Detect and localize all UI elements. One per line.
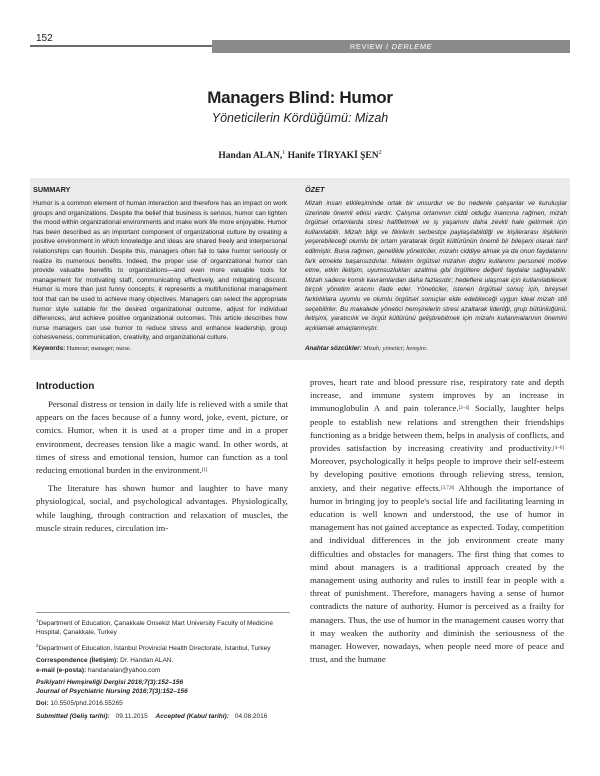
author-list <box>0 150 600 161</box>
text-run: Personal distress or tension in daily life is relieved with a smile that appears on the faces because of a funny word, joke, event, picture, or comics. Humor, when it is used at a proper time and in a proper environment, decreases tension like a magic wand. In other words, at times of stress and emotional tension, humor can function as a tool reducing emotional burden in the environment. <box>36 399 288 476</box>
citation-ref: [2–4] <box>458 406 470 412</box>
keywords-label-tr: Anahtar sözcükler: <box>305 345 362 352</box>
author-affiliation-mark: 2 <box>378 150 382 156</box>
correspondence-line: Correspondence (İletişim): Dr. Handan ALAN. <box>36 657 174 665</box>
citation-ref: [1] <box>201 468 208 474</box>
keywords-label: Keywords: <box>33 345 66 352</box>
affiliation-note: $^2$Department of Education, İstanbul Provincial Health Directorate, İstanbul, Turkey <box>36 642 271 652</box>
summary-section <box>33 185 287 343</box>
doi-link[interactable]: 10.5505/phd.2016.55265 <box>50 700 123 708</box>
author-affiliation-mark: 1 <box>282 150 286 156</box>
journal-citation-tr: Psikiyatri Hemşireliği Dergisi 2016;7(3):152–156 <box>36 678 184 686</box>
summary-heading: SUMMARY <box>33 185 71 194</box>
footnote-rule <box>36 612 290 613</box>
ozet-body: Mizah insan etkileşiminde ortak bir unsurdur ve bu nedenle çalışanlar ve kuruluşlar üzerinde önemli etkisi vardır. Çalışma ortamının ciddi olduğu inancına rağmen, mizah örgütsel ortamlarda stresi hafifletmek ve iş yaşamını daha zevkli hale getirmek için kullanılabilir. Mizah bilgi ve fikirlerin serbestçe paylaşılabildiği ve kişilerarası ilişkilerin yeşerebileceği olumlu bir ortam yaratarak örgüt kültürünün önemli bir bileşeni olarak tarif edilmiştir. Buna rağmen, genellikle yöneticiler, mizahı ciddiye almak ya da onun faydalarını fark etmekte başarısızdırlar. Nitekim örgütsel mizahın doğru kullanımı personeli motive etme, etkin iletişim, uyumsuzlukları azaltma gibi örgütlere değerli faydalar sağlayabilir. Mizah sadece komik kavramlardan daha fazlasıdır; hedeflere ulaşmak için kullanılabilecek birçok yönetim aracını ifade eder. Yöneticiler, istenen örgütsel sonuç için, bireysel farklılıklara uyumlu ve olumlu örgütsel sonuçlar elde edebileceği uygun ideal mizah stili seçebilirler. Bu makalede yönetici hemşirelerin stresi azaltarak liderliği, grup bütünlüğünü, iletişimi, yaratıcılık ve örgüt kültürünü geliştirebilmek için mizahı kullanmalarının önemini açıklamak amaçlanmıştır. <box>305 200 567 332</box>
introduction-heading: Introduction <box>36 381 95 392</box>
body-paragraph <box>36 482 288 535</box>
article-title: Managers Blind: Humor <box>207 88 393 107</box>
section-label-tr: DERLEME <box>391 42 433 51</box>
body-paragraph <box>310 376 564 666</box>
text-run: Although the importance of humor in bringing joy to people's social life and facilitating learning in education is well known and understood, the use of humor in management has not gained acceptance as expected. Today, competition and individual differences in the job environment create many difficulties and obstacles for managers. The first thing that comes to mind about managers is a traditional approach created by the management using authority and rules to instill fear in people with a threat of punishment. Therefore, managers having a sense of humor contradicts the nature of authority. Humor is perceived as a frailty for managers. Thus, the use of humor in the management causes worry that it may weaken the authority and diminish the seriousness of the manager. However, nowadays, when people need more of peace and trust, and the humane <box>310 482 564 665</box>
summary-keywords <box>33 345 131 352</box>
article-subtitle: Yöneticilerin Kördüğümü: Mizah <box>211 111 389 125</box>
keywords-value-tr: Mizah; yönetici; hemşire. <box>363 345 428 352</box>
ozet-keywords <box>305 345 428 352</box>
text-run: Moreover, psychologically it helps people to improve their self-esteem by developing positive emotions through relieving stress, tension, anxiety, and their negative effects. <box>310 456 564 493</box>
journal-citation-en: Journal of Psychiatric Nursing 2016;7(3):152–156 <box>36 688 188 696</box>
citation-ref: [4–6] <box>553 446 564 452</box>
body-column-right <box>310 376 564 671</box>
author-name: Handan ALAN, <box>218 151 283 162</box>
section-separator: / <box>386 42 389 51</box>
summary-body: Humor is a common element of human interaction and therefore has an impact on work groups and organizations. Despite the belief that business is serious, humor can lighten the mood within organizational environments and make work life more enjoyable. Humor has been described as an important component of organizational culture by creating a positive environment in which knowledge and ideas are shared freely and interpersonal relationships can flourish. Despite this, managers often fail to take humor seriously or realize its numerous benefits. Indeed, the proper use of organizational humor can provide valuable benefits to organizations—and even more valuable tools for management for motivating staff, communicating effectively, and mitigating discord. Humor is more than just funny concepts; it represents a multifunctional management tool that can be used to achieve many objectives. Managers can select the appropriate humor style suitable for the desired organizational outcome, adjust for individual differences, and achieve positive organizational outcomes. This article describes how nurse managers can use humor to reduce stress and enhance leadership, group cohesiveness, communication, creativity, and organizational culture. <box>33 200 287 342</box>
section-label: REVIEW <box>349 42 384 51</box>
body-column-left <box>36 398 288 540</box>
section-tag <box>212 40 570 53</box>
text-run: Socially, laughter helps people to establish new relations and strengthen their friendships functioning as a bridge between them, helps in analysis of conflicts, and provides satisfaction by increasing creativity and productivity. <box>310 403 564 454</box>
dates-line: Submitted (Geliş tarihi): 09.11.2015 Accepted (Kabul tarihi): 04.08.2016 <box>36 712 268 720</box>
footnotes <box>36 616 290 721</box>
email-link[interactable]: handanalan@yahoo.com <box>88 666 161 674</box>
author-name: Hanife TİRYAKİ ŞEN <box>287 151 379 162</box>
email-line: e-mail (e-posta): handanalan@yahoo.com <box>36 666 161 674</box>
affiliation-note: $^1$Department of Education, Çanakkale Onsekiz Mart University Faculty of Medicine Hospital, Çanakkale, Turkey <box>36 618 273 637</box>
page-number: 152 <box>36 33 53 44</box>
citation-ref: [3,7,8] <box>440 485 455 491</box>
ozet-section <box>305 185 567 333</box>
text-run: The literature has shown humor and laughter to have many physiological, social, and psychological advantages. Physiologically, while laughing, through contraction and relaxation of muscles, the muscle strain reduces, circulation im- <box>36 483 288 533</box>
doi-line: Doi: 10.5505/phd.2016.55265 <box>36 700 123 708</box>
keywords-value: Humour; manager; nurse. <box>66 345 132 352</box>
header-rule <box>30 45 212 47</box>
ozet-heading: ÖZET <box>305 185 325 194</box>
text-run: proves, heart rate and blood pressure rise, respiratory rate and depth increase, and immune system improves by an increase in immunoglobulin A and pain tolerance. <box>310 377 564 414</box>
body-paragraph <box>36 398 288 477</box>
